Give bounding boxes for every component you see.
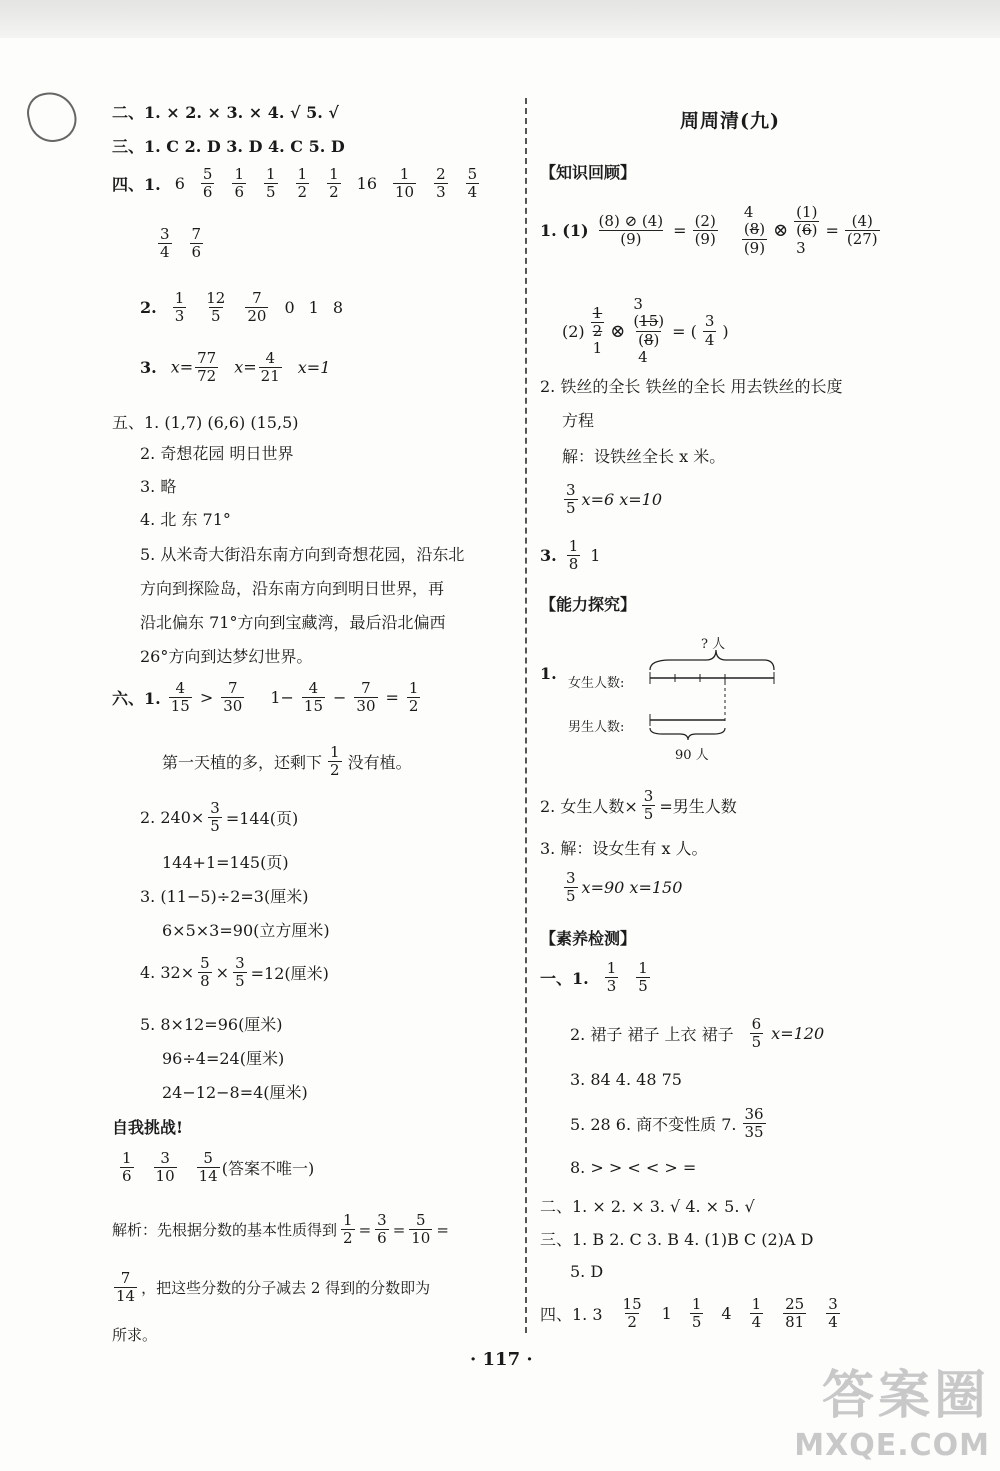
- sec6-1-line: 六、1. $\frac{4}{15}$ > $\frac{7}{30}$ 1− $\frac{4}{15}$ − $\frac{7}{30}$ = $\frac{1}{2}$: [112, 679, 419, 716]
- ab3-line: 3. 解：设女生有 x 人。: [540, 839, 708, 858]
- s3-line: 三、1. B 2. C 3. B 4. (1)B C (2)A D: [540, 1230, 814, 1249]
- heading-explore: 【能力探究】: [540, 595, 637, 614]
- q2b-line: 方程: [562, 411, 595, 430]
- val-0: 0: [284, 298, 295, 318]
- eq-x2: x=: [234, 357, 257, 377]
- sec4-label: 四、1.: [112, 175, 161, 195]
- frac-1-6: $\frac{1}{6}$: [234, 165, 244, 202]
- sec3-line: 三、1. C 2. D 3. D 4. C 5. D: [112, 137, 345, 156]
- s4-label: 四、1. 3: [540, 1305, 603, 1325]
- sec2-line: 二、1. × 2. × 3. × 4. √ 5. √: [112, 103, 339, 122]
- sec5-5-line2: 方向到探险岛，沿东南方向到明日世界，再: [140, 579, 445, 598]
- watermark-logo: 答案圈: [821, 1366, 990, 1426]
- section-title: 周周清(九): [680, 110, 780, 132]
- watermark: [794, 1353, 990, 1463]
- ab2-head: 2. 女生人数×: [540, 797, 638, 817]
- sec4-3-line: 3. x= $\frac{77}{72}$ x= $\frac{4}{21}$ x=1: [140, 349, 331, 386]
- q2a-line: 2. 铁丝的全长 铁丝的全长 用去铁丝的长度: [540, 377, 843, 396]
- analysis-line3: 所求。: [112, 1326, 158, 1344]
- sec4-1-line: [112, 166, 481, 202]
- challenge-title: 自我挑战!: [112, 1118, 184, 1137]
- bar-diagram: [598, 636, 798, 746]
- frac-1-3: $\frac{1}{3}$: [174, 289, 185, 326]
- sec5-1-line: 五、1. (1,7) (6,6) (15,5): [112, 413, 299, 432]
- sec6-5a-line: 5. 8×12=96(厘米): [140, 1015, 283, 1034]
- s1-8-line: 8. > > < < > =: [570, 1158, 697, 1177]
- sec6-2a: 2. 240×: [140, 808, 205, 828]
- ab3b-line: $\frac{3}{5}$ x=90 x=150: [566, 869, 683, 906]
- sec6-3a-line: 3. (11−5)÷2=3(厘米): [140, 887, 309, 906]
- val-16: 16: [356, 174, 377, 194]
- diagram-boys-label: 男生人数:: [568, 720, 625, 735]
- sec5-5-line4: 26°方向到达梦幻世界。: [140, 647, 313, 666]
- frac-7-6: $\frac{7}{6}$: [191, 225, 202, 262]
- val-8: 8: [332, 298, 343, 318]
- sec6-3b-line: 6×5×3=90(立方厘米): [162, 921, 330, 940]
- s4-line: 四、1. 3 $\frac{15}{2}$ 1 $\frac{1}{5}$ 4 $\frac{1}{4}$ $\frac{25}{81}$ $\frac{3}{4}$: [540, 1295, 838, 1332]
- ab2-line: 2. 女生人数× $\frac{3}{5}$ =男生人数: [540, 787, 737, 824]
- analysis-line2: $\frac{7}{14}$ ，把这些分数的分子减去 2 得到的分数即为: [116, 1269, 431, 1306]
- sec5-5-line1: 5. 从米奇大街沿东南方向到奇想花园，沿东北: [140, 545, 465, 564]
- analysis-line1: 解析：先根据分数的基本性质得到 $\frac{1}{2}$ = $\frac{3}{6}$ = $\frac{5}{10}$ =: [112, 1211, 449, 1248]
- val-1: 1: [308, 298, 319, 318]
- s1-2-tail: x=120: [771, 1024, 825, 1044]
- sec4-1b-line: [156, 226, 205, 262]
- sec5-4-line: 4. 北 东 71°: [140, 510, 231, 529]
- frac-1-2b: $\frac{1}{2}$: [329, 165, 339, 202]
- frac-3-4: $\frac{3}{4}$: [160, 225, 170, 262]
- s3b-line: 5. D: [570, 1262, 604, 1281]
- frac-1-5: $\frac{1}{5}$: [266, 165, 276, 202]
- sec6-2a-tail: =144(页): [225, 809, 299, 829]
- frac-4-21: $\frac{4}{21}$: [260, 349, 280, 386]
- challenge-answers: $\frac{1}{6}$ $\frac{3}{10}$ $\frac{5}{14}$ (答案不唯一): [122, 1149, 315, 1186]
- q2d-line: $\frac{3}{5}$ x=6 x=10: [566, 481, 663, 518]
- eq-x3: x=1: [297, 358, 331, 378]
- diagram-question: ? 人: [701, 637, 726, 652]
- frac-7-20: $\frac{7}{20}$: [247, 289, 267, 326]
- watermark-url: MXQE.COM: [794, 1428, 990, 1463]
- s1-5-line: 5. 28 6. 商不变性质 7. $\frac{36}{35}$: [570, 1105, 764, 1142]
- heading-review: 【知识回顾】: [540, 163, 637, 182]
- frac-5-6: $\frac{5}{6}$: [202, 165, 213, 202]
- q2c-line: 解：设铁丝全长 x 米。: [562, 447, 726, 466]
- q1-2-line: (2) 1 2 1 ⊗ 3 (15) (8) 4 = ( $\frac{3}{4}$ ): [562, 295, 729, 366]
- s1-1-line: 一、1. $\frac{1}{3}$ $\frac{1}{5}$: [540, 959, 648, 996]
- ab3b-tail: x=90 x=150: [581, 878, 683, 898]
- sec6-5b-line: 96÷4=24(厘米): [162, 1049, 285, 1068]
- diagram-90-label: 90 人: [675, 748, 709, 763]
- challenge-note: (答案不唯一): [221, 1159, 315, 1179]
- val: 6: [174, 174, 185, 194]
- brace-top: [650, 650, 774, 670]
- sec6-label: 六、1.: [112, 689, 161, 709]
- frac-5-4: $\frac{5}{4}$: [467, 165, 478, 202]
- sec4-2-line: 2. $\frac{1}{3}$ $\frac{12}{5}$ $\frac{7}{20}$ 0 1 8: [140, 289, 343, 326]
- sec5-5-line3: 沿北偏东 71°方向到宝藏湾，最后沿北偏西: [140, 613, 446, 632]
- frac-1-10: $\frac{1}{10}$: [395, 165, 415, 202]
- sec6-text2: 没有植。: [347, 753, 412, 773]
- sec6-text: 第一天植的多，还剩下: [162, 753, 323, 773]
- scan-top-band: [0, 0, 1000, 38]
- analysis-b: ，把这些分数的分子减去 2 得到的分数即为: [141, 1279, 431, 1298]
- ink-stamp: [23, 88, 80, 147]
- sec6-4-head: 4. 32×: [140, 963, 195, 983]
- s1-3-line: 3. 84 4. 48 75: [570, 1070, 682, 1089]
- diagram-girls-label: 女生人数:: [568, 676, 625, 691]
- page-number: · 117 ·: [470, 1349, 533, 1370]
- sec6-5c-line: 24−12−8=4(厘米): [162, 1083, 308, 1102]
- eq-x1: x=: [170, 357, 194, 377]
- sec5-3-line: 3. 略: [140, 477, 177, 496]
- analysis-a: 解析：先根据分数的基本性质得到: [112, 1221, 338, 1240]
- sec6-4-tail: =12(厘米): [250, 964, 329, 984]
- ab2-tail: =男生人数: [659, 797, 737, 817]
- q2d-tail: x=6 x=10: [581, 490, 663, 510]
- sec6-1-text: 第一天植的多，还剩下 $\frac{1}{2}$ 没有植。: [162, 743, 412, 780]
- s2-line: 二、1. × 2. × 3. √ 4. × 5. √: [540, 1197, 755, 1216]
- q1-2-label: (2): [562, 321, 585, 341]
- column-divider: [525, 98, 527, 1333]
- brace-bottom: [650, 728, 725, 740]
- q1-1-line: 1. (1) $\frac{(8) ⊘ (4)}{(9)}$ = $\frac{(2)}{(9)}$ 4 (8) (9) ⊗ (1) (6) 3 = $\frac{(4)}{(27)}$: [540, 203, 878, 257]
- frac-2-3: $\frac{2}{3}$: [436, 165, 446, 202]
- frac-1-2: $\frac{1}{2}$: [297, 165, 308, 202]
- sec6-4-line: 4. 32× $\frac{5}{8}$ × $\frac{3}{5}$ =12(厘米): [140, 954, 329, 991]
- sec6-2b-line: 144+1=145(页): [162, 853, 289, 872]
- s1-2-line: 2. 裙子 裙子 上衣 裙子 $\frac{6}{5}$ x=120: [570, 1015, 825, 1052]
- s1-label: 一、1.: [540, 969, 589, 989]
- ab1-label: 1.: [540, 664, 557, 683]
- q3-val: 1: [590, 546, 601, 566]
- q1-1-label: 1. (1): [540, 220, 589, 240]
- sec5-2-line: 2. 奇想花园 明日世界: [140, 444, 294, 463]
- frac-77-72: $\frac{77}{72}$: [197, 349, 217, 386]
- frac-12-5: $\frac{12}{5}$: [206, 289, 226, 326]
- s1-2: 2. 裙子 裙子 上衣 裙子: [570, 1025, 734, 1045]
- s1-5: 5. 28 6. 商不变性质 7.: [570, 1115, 737, 1135]
- q3-line: 3. $\frac{1}{8}$ 1: [540, 537, 601, 574]
- heading-literacy: 【素养检测】: [540, 929, 637, 948]
- sec6-2a-line: 2. 240× $\frac{3}{5}$ =144(页): [140, 799, 299, 836]
